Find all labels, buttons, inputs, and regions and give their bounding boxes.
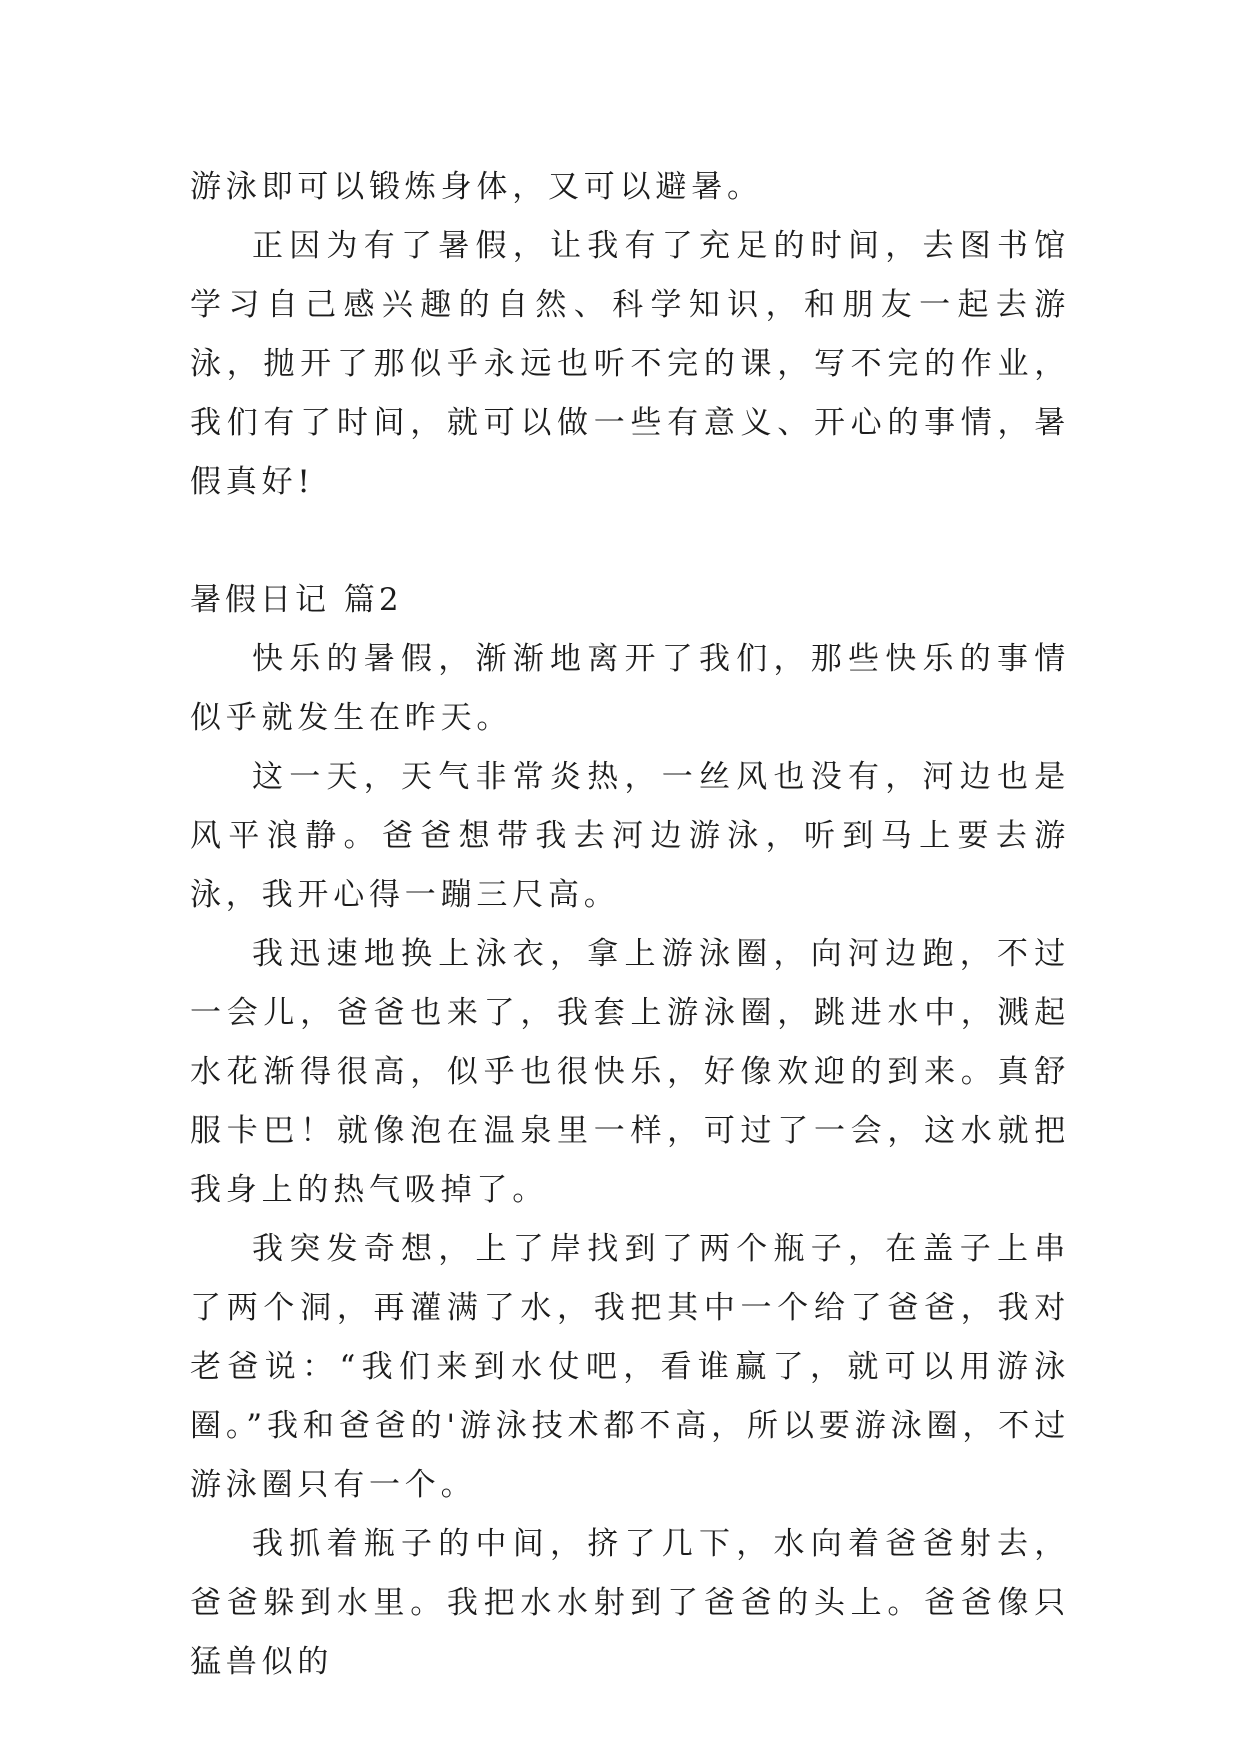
paragraph-water-fight: 我抓着瓶子的中间，挤了几下，水向着爸爸射去，爸爸躲到水里。我把水水射到了爸爸的头上。爸爸像只猛兽似的 [190, 1526, 1070, 1680]
section-heading: 暑假日记 篇2 [190, 582, 403, 618]
paragraph-water-fight-idea: 我突发奇想，上了岸找到了两个瓶子，在盖子上串了两个洞，再灌满了水，我把其中一个给了爸爸，我对老爸说：“我们来到水仗吧，看谁赢了，就可以用游泳圈。”我和爸爸的'游泳技术都不高，所以要游泳圈，不过游泳圈只有一个。 [190, 1231, 1070, 1503]
document-body [190, 158, 1070, 1692]
paragraph-summer-vacation-good: 正因为有了暑假，让我有了充足的时间，去图书馆学习自己感兴趣的自然、科学知识，和朋友一起去游泳，抛开了那似乎永远也听不完的课，写不完的作业，我们有了时间，就可以做一些有意义、开心的事情，暑假真好! [190, 228, 1070, 500]
paragraph-intro: 快乐的暑假，渐渐地离开了我们，那些快乐的事情似乎就发生在昨天。 [190, 641, 1070, 736]
paragraph-hot-day: 这一天，天气非常炎热，一丝风也没有，河边也是风平浪静。爸爸想带我去河边游泳，听到马上要去游泳，我开心得一蹦三尺高。 [190, 759, 1070, 913]
paragraph-swimming: 我迅速地换上泳衣，拿上游泳圈，向河边跑，不过一会儿，爸爸也来了，我套上游泳圈，跳进水中，溅起水花渐得很高，似乎也很快乐，好像欢迎的到来。真舒服卡巴！就像泡在温泉里一样，可过了一会，这水就把我身上的热气吸掉了。 [190, 936, 1070, 1208]
paragraph-continuation: 游泳即可以锻炼身体，又可以避暑。 [190, 169, 763, 205]
